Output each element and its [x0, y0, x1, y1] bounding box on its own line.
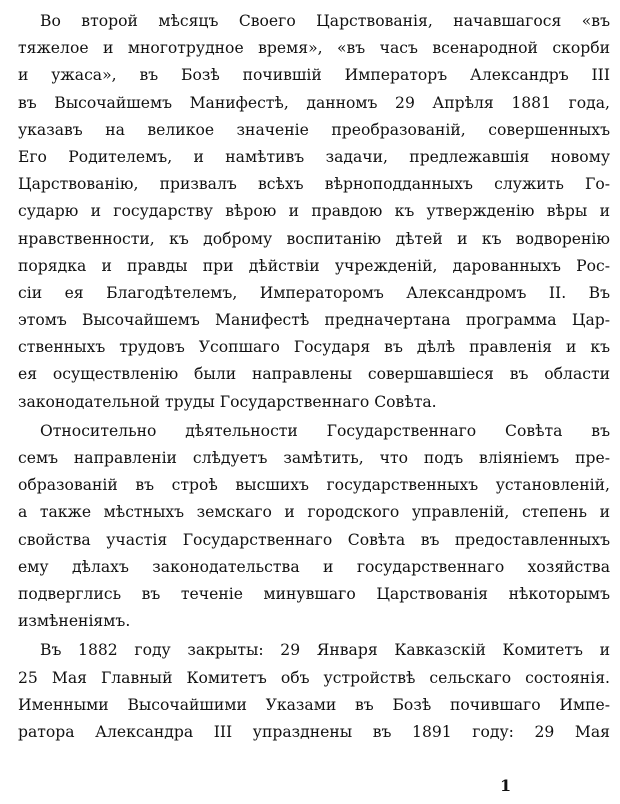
- text-line: Во второй мѣсяцъ Своего Царствованія, начавшагося «въ: [40, 12, 610, 30]
- text-line: сударю и государству вѣрою и правдою къ утвержденію вѣры и: [18, 202, 610, 221]
- text-line: законодательной труды Государственнаго Совѣта.: [18, 392, 437, 411]
- text-line: указавъ на великое значеніе преобразованій, совершенныхъ: [18, 120, 610, 139]
- text-line: и ужаса», въ Бозѣ почившій Императоръ Александръ III: [18, 66, 610, 85]
- text-line: ему дѣлахъ законодательства и государственнаго хозяйства: [18, 557, 610, 576]
- text-line: 25 Мая Главный Комитетъ объ устройствѣ сельскаго состоянія.: [18, 668, 610, 687]
- paragraph-1: [18, 8, 610, 416]
- document-page: [18, 8, 610, 746]
- paragraph-2: [18, 418, 610, 636]
- text-line: Относительно дѣятельности Государственнаго Совѣта въ: [40, 421, 610, 440]
- text-line: тяжелое и многотрудное время», «въ часъ всенародной скорби: [18, 39, 610, 58]
- text-line: измѣненіямъ.: [18, 612, 131, 631]
- text-line: ственныхъ трудовъ Усопшаго Государя въ дѣлѣ правленія и къ: [18, 338, 610, 357]
- text-line: нравственности, къ доброму воспитанію дѣтей и къ водворенію: [18, 229, 610, 248]
- page-number: 1: [500, 776, 512, 795]
- text-line: образованій въ строѣ высшихъ государственныхъ установленій,: [18, 476, 610, 495]
- text-line: этомъ Высочайшемъ Манифестѣ предначертана программа Цар-: [18, 311, 610, 330]
- text-line: семъ направленіи слѣдуетъ замѣтить, что подъ вліяніемъ пре-: [18, 449, 610, 467]
- text-line: Въ 1882 году закрыты: 29 Января Кавказскій Комитетъ и: [40, 641, 610, 660]
- text-line: подверглись въ теченіе минувшаго Царствованія нѣкоторымъ: [18, 584, 610, 603]
- text-line: ея осуществленію были направлены совершавшіеся въ области: [18, 365, 610, 384]
- text-line: Его Родителемъ, и намѣтивъ задачи, предлежавшія новому: [18, 147, 610, 166]
- text-line: Царствованію, призвалъ всѣхъ вѣрноподданныхъ служить Го-: [18, 175, 610, 194]
- text-line: Именными Высочайшими Указами въ Бозѣ почившаго Импе-: [18, 695, 610, 714]
- text-line: порядка и правды при дѣйствіи учрежденій, дарованныхъ Рос-: [18, 256, 610, 275]
- text-line: сіи ея Благодѣтелемъ, Императоромъ Александромъ II. Въ: [18, 283, 610, 302]
- text-line: свойства участія Государственнаго Совѣта въ предоставленныхъ: [18, 530, 610, 549]
- text-line: въ Высочайшемъ Манифестѣ, данномъ 29 Апрѣля 1881 года,: [18, 93, 610, 112]
- paragraph-3: [18, 637, 610, 746]
- text-line: а также мѣстныхъ земскаго и городского управленій, степень и: [18, 503, 610, 522]
- text-line: ратора Александра III упразднены въ 1891 году: 29 Мая: [18, 722, 610, 741]
